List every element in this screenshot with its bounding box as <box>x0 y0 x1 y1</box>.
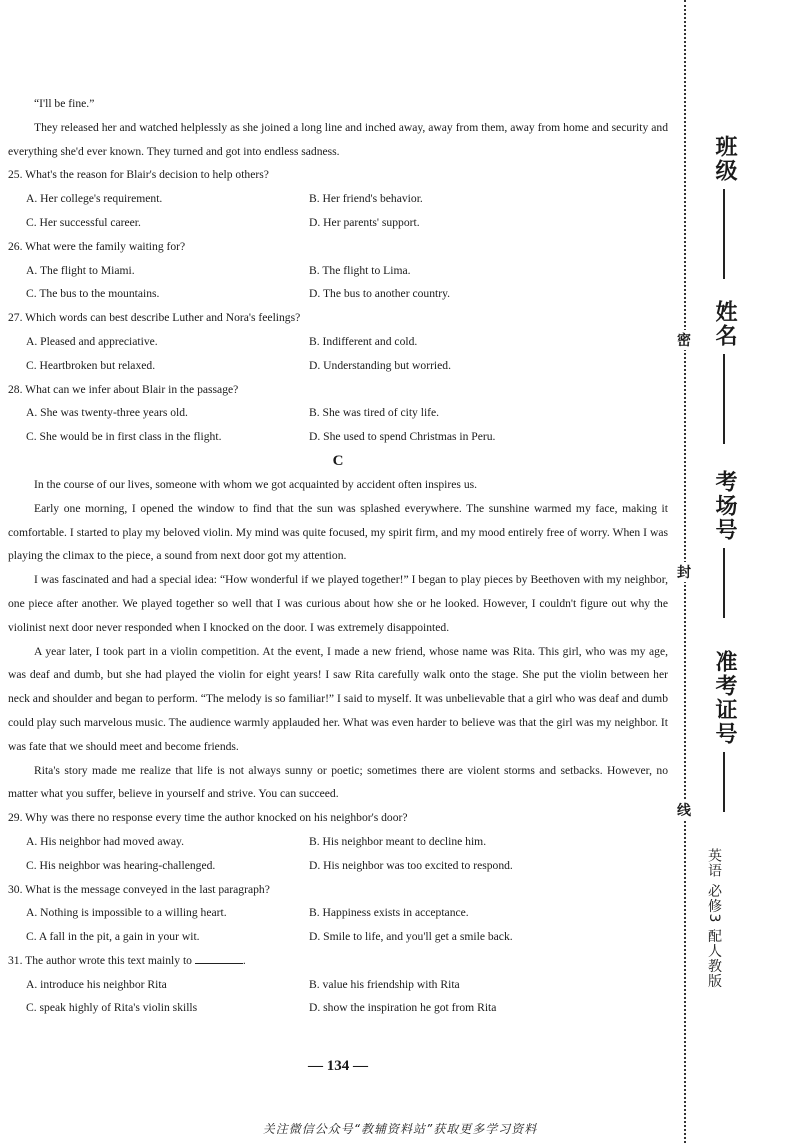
question-28: 28. What can we infer about Blair in the passage? <box>8 382 239 396</box>
option-a[interactable]: A. The flight to Miami. <box>26 263 135 277</box>
option-b[interactable]: B. Her friend's behavior. <box>309 192 423 206</box>
option-c[interactable]: C. The bus to the mountains. <box>26 287 160 301</box>
exam-room-field <box>700 470 740 618</box>
question-25: 25. What's the reason for Blair's decision to help others? <box>8 168 269 182</box>
class-input-line[interactable] <box>723 189 725 279</box>
option-c[interactable]: C. speak highly of Rita's violin skills <box>26 1001 198 1015</box>
options-row <box>8 996 668 1020</box>
option-b[interactable]: B. value his friendship with Rita <box>309 977 460 991</box>
option-a[interactable]: A. His neighbor had moved away. <box>26 834 184 848</box>
option-c[interactable]: C. A fall in the pit, a gain in your wit. <box>26 930 200 944</box>
question-31-text: 31. The author wrote this text mainly to <box>8 953 195 967</box>
option-d[interactable]: D. Understanding but worried. <box>309 358 451 372</box>
options-row <box>8 330 668 354</box>
option-b[interactable]: B. Indifferent and cold. <box>309 334 418 348</box>
name-field <box>700 300 740 444</box>
seal-mark: 封 <box>676 562 692 582</box>
options-row <box>8 425 668 449</box>
answer-blank[interactable] <box>195 953 243 964</box>
exam-room-label: 考场号 <box>712 470 737 542</box>
option-a[interactable]: A. Nothing is impossible to a willing heart. <box>26 906 227 920</box>
question-27: 27. Which words can best describe Luther and Nora's feelings? <box>8 311 301 325</box>
options-row <box>8 973 668 997</box>
section-c-heading: C <box>332 452 344 469</box>
options-row <box>8 211 668 235</box>
options-row <box>8 854 668 878</box>
passage-c-paragraph: Rita's story made me realize that life is not always sunny or poetic; sometimes there are violent storms and setbacks. However, no matter what you suffer, believe in yourself and strive. You can succeed. <box>8 763 668 801</box>
options-row <box>8 925 668 949</box>
passage-c-paragraph: Early one morning, I opened the window to find that the sun was splashed everywhere. The sunshine warmed my face, making it comfortable. I started to play my beloved violin. My mind was quite focused, my spirit firm, and my mood entirely free of worry. When I was playing the climax to the piece, a sound from next door got my attention. <box>8 501 668 563</box>
option-d[interactable]: D. She used to spend Christmas in Peru. <box>309 430 496 444</box>
class-label: 班级 <box>712 135 737 183</box>
class-field <box>700 135 740 279</box>
quote-line: “I'll be fine.” <box>34 97 95 110</box>
option-c[interactable]: C. She would be in first class in the flight. <box>26 430 222 444</box>
option-b[interactable]: B. The flight to Lima. <box>309 263 411 277</box>
question-26: 26. What were the family waiting for? <box>8 239 186 253</box>
admission-number-field <box>700 650 740 812</box>
admission-number-label: 准考证号 <box>712 650 737 746</box>
question-29: 29. Why was there no response every time the author knocked on his neighbor's door? <box>8 811 408 825</box>
footer-note: 关注微信公众号“教辅资料站”获取更多学习资料 <box>262 1122 538 1136</box>
option-b[interactable]: B. His neighbor meant to decline him. <box>309 834 487 848</box>
options-row <box>8 830 668 854</box>
option-b[interactable]: B. She was tired of city life. <box>309 406 440 420</box>
option-c[interactable]: C. His neighbor was hearing-challenged. <box>26 858 216 872</box>
option-a[interactable]: A. Her college's requirement. <box>26 192 163 206</box>
options-row <box>8 282 668 306</box>
option-c[interactable]: C. Heartbroken but relaxed. <box>26 358 156 372</box>
option-d[interactable]: D. The bus to another country. <box>309 287 451 301</box>
main-content <box>8 92 668 1020</box>
name-input-line[interactable] <box>723 354 725 444</box>
question-31-end: . <box>242 953 246 967</box>
options-row <box>8 901 668 925</box>
admission-number-input-line[interactable] <box>723 752 725 812</box>
name-label: 姓名 <box>712 300 737 348</box>
options-row <box>8 187 668 211</box>
option-a[interactable]: A. She was twenty-three years old. <box>26 406 188 420</box>
option-d[interactable]: D. Her parents' support. <box>309 215 420 229</box>
seal-mark: 线 <box>676 800 692 820</box>
passage-c-paragraph: A year later, I took part in a violin competition. At the event, I made a new friend, whose name was Rita. This girl, who was my age, was deaf and dumb, but she had played the violin for eight years! I saw Rita carefully walk onto the stage. She put the violin between her neck and shoulder and began to perform. “The melody is so familiar!” I said to myself. It was unbelievable that a girl who was deaf and dumb could play such marvelous music. The audience warmly applauded her. What was even harder to believe was that the girl was my neighbor. It was fate that we should meet and become friends. <box>8 644 668 753</box>
option-d[interactable]: D. show the inspiration he got from Rita <box>309 1001 497 1015</box>
option-a[interactable]: A. Pleased and appreciative. <box>26 334 158 348</box>
passage-b-ending: They released her and watched helplessly as she joined a long line and inched away, away from them, away from home and security and everything she'd ever known. They turned and got into endless sadness. <box>8 120 668 158</box>
options-row <box>8 354 668 378</box>
option-d[interactable]: D. Smile to life, and you'll get a smile back. <box>309 930 513 944</box>
option-b[interactable]: B. Happiness exists in acceptance. <box>309 906 469 920</box>
question-30: 30. What is the message conveyed in the last paragraph? <box>8 882 270 896</box>
question-31 <box>8 949 668 973</box>
options-row <box>8 259 668 283</box>
passage-c-paragraph: I was fascinated and had a special idea: “How wonderful if we played together!” I began to play pieces by Beethoven with my neighbor, one piece after another. We played together so well that I was curious about how she or he looked. However, I couldn't figure out why the violinist next door never responded when I knocked on the door. I was extremely disappointed. <box>8 573 668 634</box>
option-d[interactable]: D. His neighbor was too excited to respond. <box>309 858 513 872</box>
spine-label: 英语 必修3 配人教版 <box>706 848 722 989</box>
options-row <box>8 401 668 425</box>
seal-mark: 密 <box>676 330 692 350</box>
option-a[interactable]: A. introduce his neighbor Rita <box>26 977 167 991</box>
option-c[interactable]: C. Her successful career. <box>26 215 141 229</box>
exam-room-input-line[interactable] <box>723 548 725 618</box>
passage-c-paragraph: In the course of our lives, someone with whom we got acquainted by accident often inspires us. <box>34 477 478 491</box>
page-number: — 134 — <box>308 1058 368 1074</box>
